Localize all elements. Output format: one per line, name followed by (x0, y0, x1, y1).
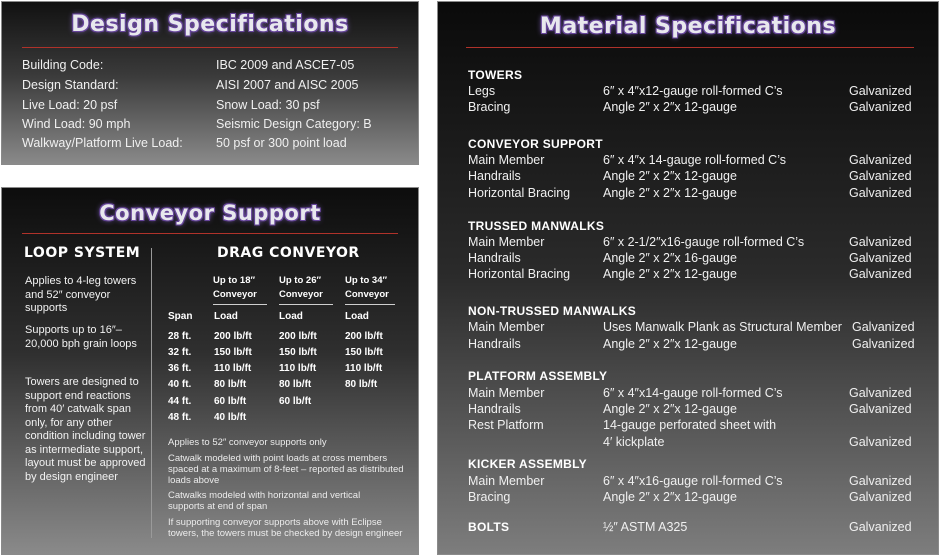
spec-cell: Uses Manwalk Plank as Structural Member (603, 320, 842, 334)
finish-cell: Galvanized (849, 402, 912, 416)
span-label: Span (168, 311, 193, 322)
spec-cell: Angle 2″ x 2″x 12-gauge (603, 169, 737, 183)
section-heading: NON-TRUSSED MANWALKS (468, 304, 636, 318)
span-cell: 32 ft. (168, 347, 192, 358)
span-cell: 40 ft. (168, 379, 192, 390)
part-cell: Handrails (468, 251, 521, 265)
spec-cell: Angle 2″ x 2″x 12-gauge (603, 267, 737, 281)
load-cell: 110 lb/ft (345, 363, 383, 374)
finish-cell: Galvanized (849, 251, 912, 265)
load-cell: 200 lb/ft (345, 331, 383, 342)
spec-cell: Angle 2″ x 2″x 12-gauge (603, 337, 737, 351)
load-cell: 150 lb/ft (279, 347, 317, 358)
design-row-label: Wind Load: 90 mph (22, 117, 131, 131)
design-row-label: Design Standard: (22, 78, 119, 92)
drag-conveyor-heading: DRAG CONVEYOR (217, 245, 360, 261)
design-row-value: Snow Load: 30 psf (216, 98, 320, 112)
design-row-value: Seismic Design Category: B (216, 117, 372, 131)
part-cell: Main Member (468, 153, 545, 167)
finish-cell: Galvanized (849, 235, 912, 249)
spec-cell: 14-gauge perforated sheet with (603, 418, 777, 432)
load-cell: 80 lb/ft (214, 379, 247, 390)
spec-cell: Angle 2″ x 2″x 12-gauge (603, 186, 737, 200)
drag-note: Catwalk modeled with point loads at cross members spaced at a maximum of 8-feet – reported as distributed loads above (168, 453, 404, 486)
loop-paragraph: Towers are designed to support end reactions from 40′ catwalk span only, for any other condition including tower as intermediate support, layout must be approved by design engineer (25, 376, 146, 483)
load-cell: 150 lb/ft (214, 347, 252, 358)
part-cell: Handrails (468, 402, 521, 416)
span-cell: 36 ft. (168, 363, 192, 374)
spec-cell: Angle 2″ x 2″x 12-gauge (603, 402, 737, 416)
part-cell: Horizontal Bracing (468, 267, 571, 281)
section-heading: PLATFORM ASSEMBLY (468, 369, 608, 383)
load-cell: 200 lb/ft (279, 331, 317, 342)
finish-cell: Galvanized (849, 100, 912, 114)
finish-cell: Galvanized (849, 169, 912, 183)
part-cell: Main Member (468, 386, 545, 400)
loop-system-heading: LOOP SYSTEM (24, 245, 141, 261)
part-cell: Main Member (468, 235, 545, 249)
title-rule (22, 47, 398, 48)
drag-note: If supporting conveyor supports above with Eclipse towers, the towers must be checked by design engineer (168, 517, 403, 539)
design-specifications-panel (1, 1, 419, 165)
load-cell: 40 lb/ft (214, 412, 247, 423)
finish-cell: Galvanized (852, 320, 915, 334)
finish-cell: Galvanized (849, 153, 912, 167)
conveyor-support-title: Conveyor Support (99, 201, 321, 225)
load-cell: 150 lb/ft (345, 347, 383, 358)
finish-cell: Galvanized (849, 267, 912, 281)
drag-note: Applies to 52″ conveyor supports only (168, 437, 327, 448)
design-row-value: IBC 2009 and ASCE7-05 (216, 58, 355, 72)
design-row-value: AISI 2007 and AISC 2005 (216, 78, 359, 92)
finish-cell: Galvanized (849, 490, 912, 504)
header-underline (345, 304, 395, 305)
title-rule (466, 47, 914, 48)
spec-cell: 4′ kickplate (603, 435, 665, 449)
title-rule (22, 233, 398, 234)
span-cell: 44 ft. (168, 396, 192, 407)
load-cell: 60 lb/ft (279, 396, 312, 407)
spec-cell: 6″ x 4″x12-gauge roll-formed C’s (603, 84, 783, 98)
design-row-label: Walkway/Platform Live Load: (22, 136, 183, 150)
part-cell: Handrails (468, 337, 521, 351)
column-header: Up to 18″ Conveyor (213, 275, 257, 300)
part-cell: Main Member (468, 474, 545, 488)
spec-cell: ½″ ASTM A325 (603, 520, 688, 534)
drag-note: Catwalks modeled with horizontal and vertical supports at end of span (168, 490, 361, 512)
design-specifications-title: Design Specifications (71, 12, 349, 37)
load-cell: 80 lb/ft (279, 379, 312, 390)
loop-paragraph: Supports up to 16″– 20,000 bph grain loops (25, 324, 137, 350)
load-cell: 110 lb/ft (279, 363, 317, 374)
column-divider (151, 248, 152, 538)
part-cell: Bracing (468, 100, 511, 114)
spec-cell: Angle 2″ x 2″x 16-gauge (603, 251, 737, 265)
finish-cell: Galvanized (852, 337, 915, 351)
load-label: Load (345, 311, 369, 322)
finish-cell: Galvanized (849, 84, 912, 98)
header-underline (279, 304, 333, 305)
column-header: Up to 26″ Conveyor (279, 275, 323, 300)
spec-cell: Angle 2″ x 2″x 12-gauge (603, 100, 737, 114)
part-cell: Horizontal Bracing (468, 186, 571, 200)
loop-paragraph: Applies to 4-leg towers and 52″ conveyor supports (25, 275, 137, 314)
material-specifications-panel (437, 1, 939, 555)
load-label: Load (279, 311, 303, 322)
part-cell: Main Member (468, 320, 545, 334)
part-cell: Rest Platform (468, 418, 544, 432)
material-specifications-title: Material Specifications (539, 14, 837, 39)
finish-cell: Galvanized (849, 520, 912, 534)
section-heading: BOLTS (468, 520, 510, 534)
spec-cell: 6″ x 4″x14-gauge roll-formed C’s (603, 386, 783, 400)
section-heading: TRUSSED MANWALKS (468, 219, 605, 233)
span-cell: 28 ft. (168, 331, 192, 342)
finish-cell: Galvanized (849, 386, 912, 400)
spec-cell: Angle 2″ x 2″x 12-gauge (603, 490, 737, 504)
load-cell: 60 lb/ft (214, 396, 247, 407)
load-cell: 110 lb/ft (214, 363, 252, 374)
spec-cell: 6″ x 4″x 14-gauge roll-formed C’s (603, 153, 787, 167)
design-row-value: 50 psf or 300 point load (216, 136, 347, 150)
design-row-label: Live Load: 20 psf (22, 98, 118, 112)
spec-cell: 6″ x 4″x16-gauge roll-formed C’s (603, 474, 783, 488)
span-cell: 48 ft. (168, 412, 192, 423)
load-label: Load (214, 311, 238, 322)
part-cell: Legs (468, 84, 496, 98)
design-row-label: Building Code: (22, 58, 104, 72)
section-heading: TOWERS (468, 68, 523, 82)
part-cell: Bracing (468, 490, 511, 504)
finish-cell: Galvanized (849, 186, 912, 200)
finish-cell: Galvanized (849, 474, 912, 488)
section-heading: KICKER ASSEMBLY (468, 457, 587, 471)
finish-cell: Galvanized (849, 435, 912, 449)
column-header: Up to 34″ Conveyor (345, 275, 389, 300)
load-cell: 200 lb/ft (214, 331, 252, 342)
spec-cell: 6″ x 2-1/2″x16-gauge roll-formed C’s (603, 235, 805, 249)
load-cell: 80 lb/ft (345, 379, 378, 390)
section-heading: CONVEYOR SUPPORT (468, 137, 603, 151)
conveyor-support-panel (1, 187, 419, 555)
part-cell: Handrails (468, 169, 521, 183)
header-underline (213, 304, 267, 305)
